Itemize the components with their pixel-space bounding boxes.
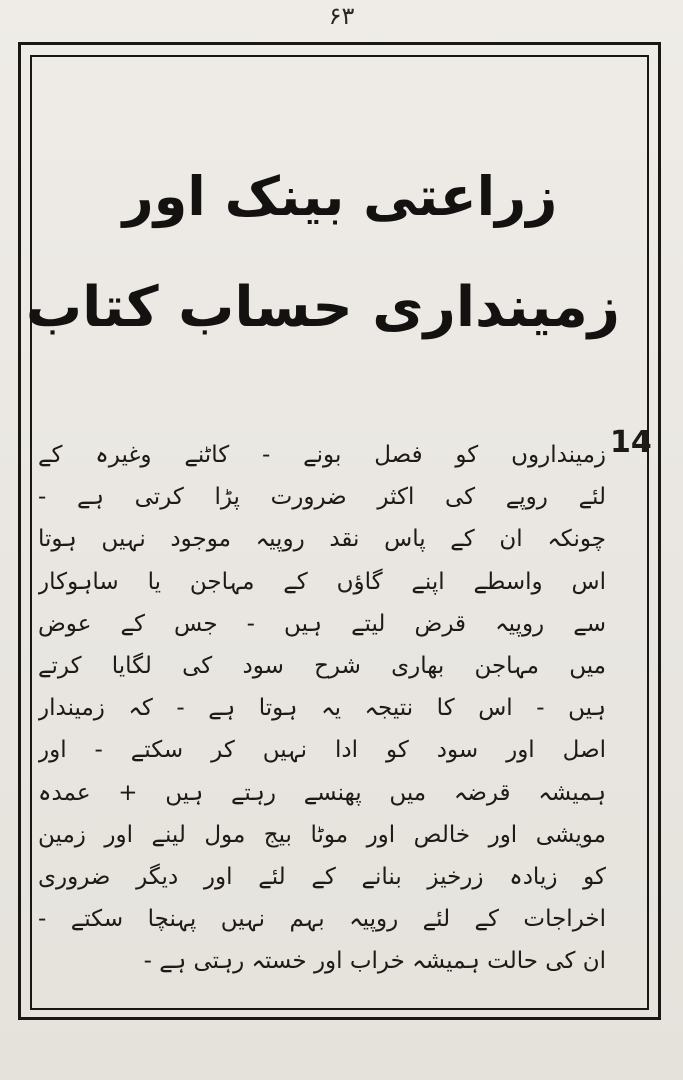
- paragraph-number: 14: [610, 425, 652, 460]
- chapter-title-line-1: زراعتی بینک اور: [122, 165, 558, 228]
- text-line: کو زیادہ زرخیز بنانے کے لئے اور دیگر ضروری: [38, 863, 606, 890]
- text-line: اصل اور سود کو ادا نہیں کر سکتے - اور: [38, 737, 606, 764]
- text-line: سے روپیہ قرض لیتے ہیں - جس کے عوض: [38, 610, 606, 637]
- text-line: اس واسطے اپنے گاؤں کے مہاجن یا ساہوکار: [38, 568, 606, 595]
- chapter-title-line-2: زمینداری حساب کتاب: [25, 275, 620, 340]
- text-line: ان کی حالت ہمیشہ خراب اور خستہ رہتی ہے -: [143, 948, 606, 975]
- page-number: ۶۳: [328, 2, 355, 30]
- text-line: ہیں - اس کا نتیجہ یہ ہوتا ہے - کہ زمیندار: [38, 695, 606, 722]
- text-line: اخراجات کے لئے روپیہ بہم نہیں پہنچا سکتے -: [38, 906, 606, 933]
- text-line: لئے روپے کی اکثر ضرورت پڑا کرتی ہے -: [38, 484, 606, 511]
- text-line: چونکہ ان کے پاس نقد روپیہ موجود نہیں ہوتا: [38, 526, 606, 553]
- text-line: میں مہاجن بھاری شرح سود کی لگایا کرتے: [38, 652, 606, 679]
- text-line: زمینداروں کو فصل بونے - کاٹنے وغیرہ کے: [38, 442, 606, 468]
- text-line: ہمیشہ قرضہ میں پھنسے رہتے ہیں + عمدہ: [38, 779, 606, 806]
- paragraph-body: [38, 434, 606, 982]
- text-line: مویشی اور خالص اور موٹا بیج مول لینے اور زمین: [38, 821, 606, 848]
